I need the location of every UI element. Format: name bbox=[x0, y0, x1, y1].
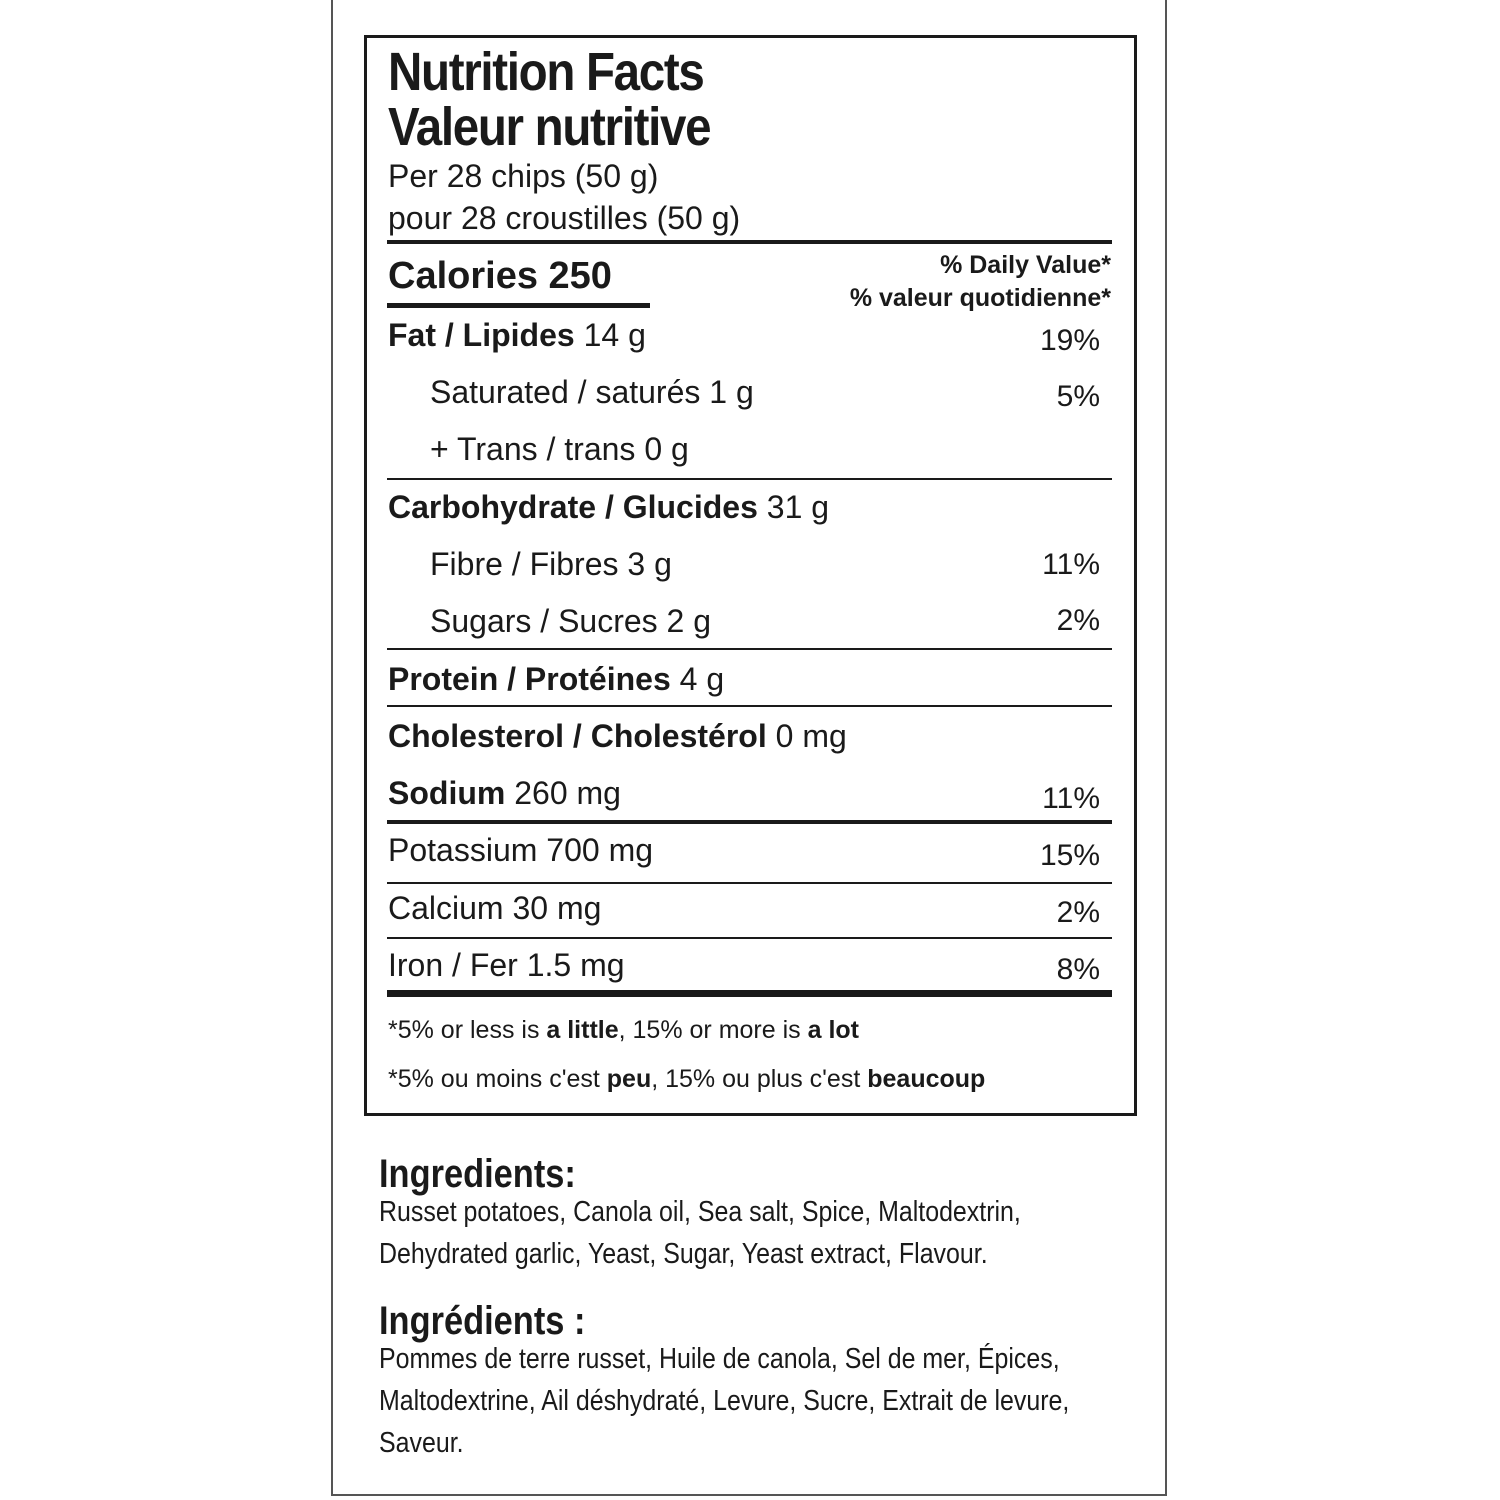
footnote-emphasis: beaucoup bbox=[867, 1065, 986, 1093]
row-calcium bbox=[388, 888, 601, 928]
nutrient-name: Carbohydrate / Glucides bbox=[388, 489, 758, 525]
rule-before-minerals bbox=[387, 820, 1112, 824]
ingredients-line-en-1: Russet potatoes, Canola oil, Sea salt, Spice, Maltodextrin, bbox=[379, 1196, 1021, 1228]
title-en: Nutrition Facts bbox=[388, 42, 704, 102]
ingredients-line-en-2: Dehydrated garlic, Yeast, Sugar, Yeast extract, Flavour. bbox=[379, 1238, 988, 1270]
nutrient-name: Saturated / saturés bbox=[430, 374, 701, 410]
nutrient-amount: 0 g bbox=[644, 431, 689, 467]
footnote-text: *5% or less is bbox=[388, 1016, 547, 1044]
title-fr: Valeur nutritive bbox=[388, 97, 711, 157]
nutrient-name: + Trans / trans bbox=[430, 431, 636, 467]
rule-after-fat bbox=[387, 478, 1112, 480]
serving-size-en: Per 28 chips (50 g) bbox=[388, 158, 659, 194]
row-protein bbox=[388, 659, 724, 699]
calories-label: Calories bbox=[388, 255, 538, 297]
nutrient-name: Potassium bbox=[388, 832, 538, 868]
nutrient-amount: 31 g bbox=[766, 489, 830, 525]
nutrient-name: Sodium bbox=[388, 775, 506, 811]
ingredients-line-fr-3: Saveur. bbox=[379, 1427, 464, 1459]
nutrient-amount: 4 g bbox=[679, 661, 725, 697]
nutrient-amount: 30 mg bbox=[512, 890, 602, 926]
dv-potassium: 15% bbox=[1039, 839, 1100, 872]
nutrient-name: Calcium bbox=[388, 890, 504, 926]
rule-after-calcium bbox=[387, 937, 1112, 939]
nutrient-name: Protein / Protéines bbox=[388, 661, 671, 697]
nutrient-amount: 260 mg bbox=[514, 775, 621, 811]
dv-sugars: 2% bbox=[1056, 604, 1100, 637]
footnote-fr bbox=[388, 1063, 985, 1095]
footnote-emphasis: a little bbox=[546, 1016, 619, 1044]
footnote-en bbox=[388, 1014, 859, 1046]
rule-before-footnote bbox=[387, 990, 1112, 997]
ingredients-line-fr-2: Maltodextrine, Ail déshydraté, Levure, Sucre, Extrait de levure, bbox=[379, 1385, 1070, 1417]
nutrient-amount: 700 mg bbox=[546, 832, 654, 868]
footnote-emphasis: peu bbox=[606, 1065, 652, 1093]
row-carbohydrate bbox=[388, 487, 829, 527]
daily-value-heading-en: % Daily Value* bbox=[940, 251, 1111, 279]
nutrient-name: Fat / Lipides bbox=[388, 317, 575, 353]
dv-sodium: 11% bbox=[1042, 782, 1100, 815]
rule-serving bbox=[387, 240, 1112, 244]
nutrient-name: Iron / Fer bbox=[388, 947, 518, 983]
row-iron bbox=[388, 945, 625, 985]
nutrient-amount: 1.5 mg bbox=[526, 947, 625, 983]
rule-after-protein bbox=[387, 705, 1112, 707]
calories-line bbox=[388, 254, 612, 298]
nutrient-amount: 1 g bbox=[709, 374, 754, 410]
nutrient-name: Fibre / Fibres bbox=[430, 546, 619, 582]
row-potassium bbox=[388, 830, 653, 870]
footnote-text: *5% ou moins c'est bbox=[388, 1065, 607, 1093]
dv-calcium: 2% bbox=[1056, 896, 1100, 929]
daily-value-heading-fr: % valeur quotidienne* bbox=[849, 284, 1111, 312]
footnote-emphasis: a lot bbox=[807, 1016, 859, 1044]
dv-fibre: 11% bbox=[1042, 548, 1100, 581]
footnote-text: , 15% ou plus c'est bbox=[651, 1065, 868, 1093]
serving-size-fr: pour 28 croustilles (50 g) bbox=[388, 200, 741, 236]
nutrient-name: Cholesterol / Cholestérol bbox=[388, 718, 767, 754]
calories-value: 250 bbox=[548, 255, 612, 297]
row-sugars bbox=[430, 601, 711, 641]
nutrient-amount: 14 g bbox=[583, 317, 646, 353]
ingredients-line-fr-1: Pommes de terre russet, Huile de canola, Sel de mer, Épices, bbox=[379, 1343, 1060, 1375]
rule-after-potassium bbox=[387, 882, 1112, 884]
nutrient-amount: 2 g bbox=[666, 603, 712, 639]
nutrient-amount: 0 mg bbox=[775, 718, 847, 754]
nutrient-amount: 3 g bbox=[627, 546, 672, 582]
ingredients-title-en: Ingredients: bbox=[379, 1152, 576, 1196]
row-sodium bbox=[388, 773, 621, 813]
footnote-text: , 15% or more is bbox=[618, 1016, 808, 1044]
row-cholesterol bbox=[388, 716, 847, 756]
rule-after-carbs bbox=[387, 648, 1112, 650]
row-trans bbox=[430, 429, 689, 469]
row-fat bbox=[388, 315, 646, 355]
dv-saturated: 5% bbox=[1056, 380, 1100, 413]
nutrient-name: Sugars / Sucres bbox=[430, 603, 658, 639]
row-fibre bbox=[430, 544, 672, 584]
dv-fat: 19% bbox=[1039, 324, 1100, 357]
row-saturated bbox=[430, 372, 754, 412]
calories-underline bbox=[387, 303, 650, 308]
ingredients-title-fr: Ingrédients : bbox=[379, 1299, 586, 1343]
dv-iron: 8% bbox=[1056, 953, 1100, 986]
